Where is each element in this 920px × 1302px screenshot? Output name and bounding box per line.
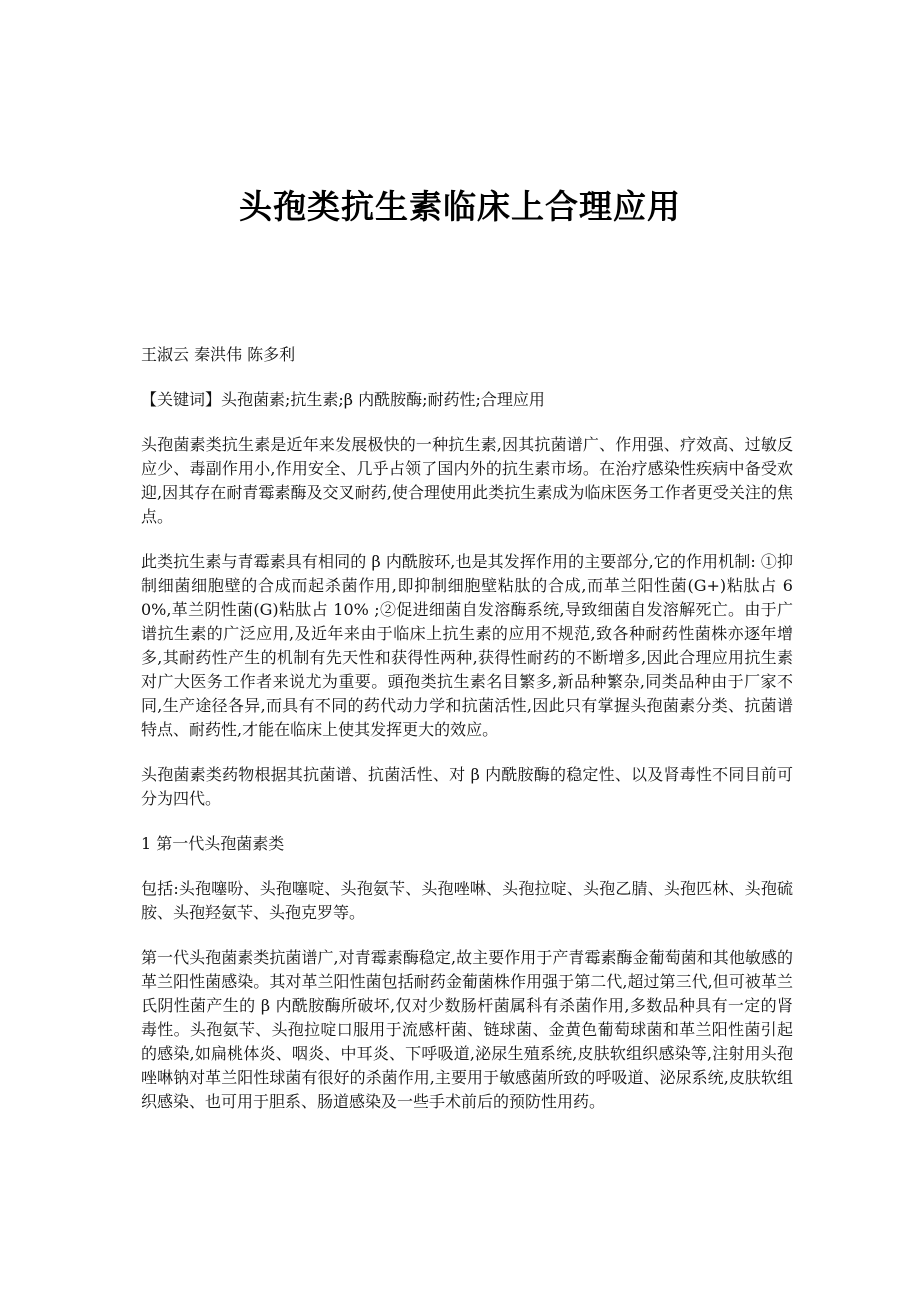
- first-gen-detail-paragraph: 第一代头孢菌素类抗菌谱广,对青霉素酶稳定,故主要作用于产青霉素酶金葡萄菌和其他敏感的革兰阳性菌感染。其对革兰阳性菌包括耐药金葡菌株作用强于第二代,超过第三代,但可被革兰氏阴性菌产生的 β 内酰胺酶所破坏,仅对少数肠杆菌属科有杀菌作用,多数品种具有一定的肾毒性。头孢氨苄、头孢拉啶口服用于流感杆菌、链球菌、金黄色葡萄球菌和革兰阳性菌引起的感染,如扁桃体炎、咽炎、中耳炎、下呼吸道,泌尿生殖系统,皮肤软组织感染等,注射用头孢唑啉钠对革兰阳性球菌有很好的杀菌作用,主要用于敏感菌所致的呼吸道、泌尿系统,皮肤软组织感染、也可用于胆系、肠道感染及一些手术前后的预防性用药。: [141, 948, 793, 1111]
- first-gen-list-paragraph: 包括:头孢噻吩、头孢噻啶、头孢氨苄、头孢唑啉、头孢拉啶、头孢乙腈、头孢匹林、头孢硫胺、头孢羟氨苄、头孢克罗等。: [141, 879, 793, 922]
- authors-line: 王淑云 秦洪伟 陈多利: [141, 345, 296, 364]
- document-body: [141, 343, 793, 1135]
- classification-paragraph: 头孢菌素类药物根据其抗菌谱、抗菌活性、对 β 内酰胺酶的稳定性、以及肾毒性不同目前可分为四代。: [141, 765, 793, 808]
- document-title: 头孢类抗生素临床上合理应用: [239, 187, 681, 226]
- section-heading: 1 第一代头孢菌素类: [141, 834, 285, 853]
- intro-paragraph: 头孢菌素类抗生素是近年来发展极快的一种抗生素,因其抗菌谱广、作用强、疗效高、过敏反应少、毒副作用小,作用安全、几乎占领了国内外的抗生素市场。在治疗感染性疾病中备受欢迎,因其存在耐青霉素酶及交叉耐药,使合理使用此类抗生素成为临床医务工作者更受关注的焦点。: [141, 435, 793, 526]
- keywords-line: 【关键词】头孢菌素;抗生素;β 内酰胺酶;耐药性;合理应用: [141, 390, 545, 409]
- mechanism-paragraph: 此类抗生素与青霉素具有相同的 β 内酰胺环,也是其发挥作用的主要部分,它的作用机制: ①抑制细菌细胞壁的合成而起杀菌作用,即抑制细胞壁粘肽的合成,而革兰阳性菌(G+)粘肽占 60%,革兰阴性菌(G)粘肽占 10% ;②促进细菌自发溶酶系统,导致细菌自发溶解死亡。由于广谱抗生素的广泛应用,及近年来由于临床上抗生素的应用不规范,致各种耐药性菌株亦逐年增多,其耐药性产生的机制有先天性和获得性两种,获得性耐药的不断增多,因此合理应用抗生素对广大医务工作者来说尤为重要。頭孢类抗生素名目繁多,新品种繁杂,同类品种由于厂家不同,生产途径各异,而具有不同的药代动力学和抗菌活性,因此只有掌握头孢菌素分类、抗菌谱特点、耐药性,才能在临床上使其发挥更大的效应。: [141, 552, 793, 739]
